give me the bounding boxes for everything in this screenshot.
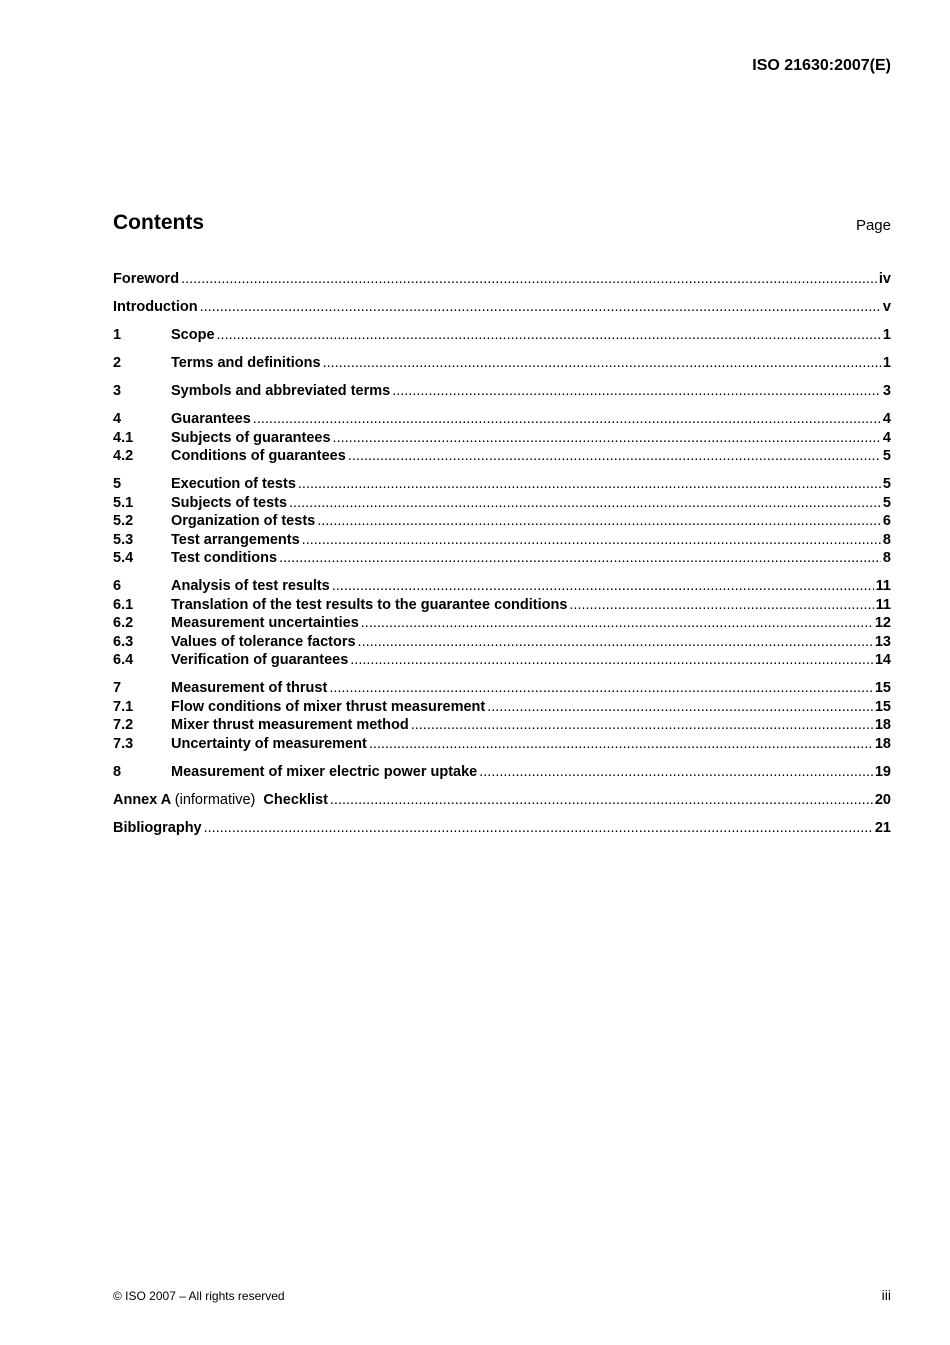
toc-entry-page: 12	[874, 615, 891, 631]
toc-entry[interactable]	[113, 410, 891, 429]
toc-entry[interactable]	[113, 651, 891, 670]
toc-entry-title-text: Flow conditions of mixer thrust measurement	[171, 698, 486, 715]
toc-group	[113, 270, 891, 289]
toc-entry-page: 8	[882, 550, 891, 566]
toc-entry[interactable]	[113, 763, 891, 782]
toc-entry-title	[171, 429, 331, 448]
toc-entry[interactable]	[113, 494, 891, 513]
toc-group	[113, 577, 891, 670]
toc-leader-dots	[298, 475, 881, 494]
toc-entry-title-text: Subjects of tests	[171, 494, 288, 511]
toc-leader-dots	[329, 679, 873, 698]
toc-group	[113, 819, 891, 838]
toc-group	[113, 791, 891, 810]
toc-entry-number: 6.3	[113, 633, 134, 650]
toc-entry-page: 20	[874, 791, 891, 808]
toc-entry-title	[171, 382, 390, 401]
toc-entry-page: 21	[874, 819, 891, 836]
toc-entry-number: 1	[113, 327, 122, 343]
toc-leader-dots	[279, 549, 881, 568]
toc-entry-title-text: Mixer thrust measurement method	[171, 717, 409, 733]
toc-entry-page: 3	[882, 383, 891, 399]
toc-leader-dots	[289, 494, 881, 513]
toc-group	[113, 382, 891, 401]
toc-entry-title	[171, 614, 359, 633]
toc-entry-number: 5	[113, 476, 122, 492]
toc-entry-title-text: Translation of the test results to the guarantee conditions	[171, 596, 568, 613]
toc-leader-dots	[200, 298, 881, 317]
toc-entry-number: 5.3	[113, 531, 134, 548]
page-number: iii	[881, 1287, 891, 1303]
toc-entry-title-text: Annex A	[113, 791, 171, 808]
toc-entry[interactable]	[113, 447, 891, 466]
toc-group	[113, 475, 891, 568]
toc-leader-dots	[333, 429, 881, 448]
toc-entry-number: 7.3	[113, 735, 134, 752]
toc-entry[interactable]	[113, 298, 891, 317]
toc-entry-title	[171, 596, 567, 615]
toc-entry-number: 5.2	[113, 513, 134, 529]
toc-entry[interactable]	[113, 577, 891, 596]
toc-entry-number: 7	[113, 680, 122, 696]
toc-entry-title-text: Uncertainty of measurement	[171, 735, 367, 752]
toc-leader-dots	[317, 512, 881, 531]
toc-entry[interactable]	[113, 791, 891, 810]
toc-entry-title-text: Bibliography	[113, 819, 202, 836]
toc-entry-page: 14	[874, 652, 891, 668]
toc-entry-title-text: Subjects of guarantees	[171, 429, 331, 446]
toc-entry-page: 18	[874, 735, 891, 752]
toc-entry-title-text: Scope	[171, 327, 215, 343]
toc-leader-dots	[181, 270, 877, 289]
toc-entry-number: 8	[113, 763, 122, 780]
toc-entry-number: 4.1	[113, 429, 134, 446]
toc-leader-dots	[369, 735, 873, 754]
toc-entry-number: 5.1	[113, 494, 134, 511]
toc-entry[interactable]	[113, 633, 891, 652]
toc-entry-number: 6.2	[113, 615, 134, 631]
toc-entry[interactable]	[113, 679, 891, 698]
toc-entry[interactable]	[113, 614, 891, 633]
toc-entry-title-text: Verification of guarantees	[171, 652, 349, 668]
toc-entry-number: 7.1	[113, 698, 134, 715]
toc-entry[interactable]	[113, 819, 891, 838]
toc-entry-page: 1	[882, 355, 891, 371]
toc-entry-page: 18	[874, 717, 891, 733]
toc-entry-title-text: Test arrangements	[171, 531, 300, 548]
toc-entry[interactable]	[113, 475, 891, 494]
copyright-notice: © ISO 2007 – All rights reserved	[113, 1289, 285, 1303]
toc-entry-title	[113, 819, 202, 838]
toc-entry-title	[171, 549, 277, 568]
toc-entry-title	[171, 410, 251, 429]
toc-entry-title	[171, 475, 296, 494]
toc-entry-title	[113, 298, 198, 317]
toc-entry-title	[171, 651, 348, 670]
contents-heading: Contents	[113, 211, 204, 234]
toc-entry-page: 5	[882, 494, 891, 511]
toc-entry-title	[113, 270, 179, 289]
toc-leader-dots	[217, 326, 881, 345]
toc-entry-title-text: Execution of tests	[171, 476, 296, 492]
toc-entry[interactable]	[113, 596, 891, 615]
toc-entry-page: 11	[875, 596, 891, 613]
toc-entry-title-text: Foreword	[113, 271, 180, 287]
toc-entry-page: 5	[882, 448, 891, 464]
toc-leader-dots	[348, 447, 881, 466]
toc-entry[interactable]	[113, 512, 891, 531]
toc-entry[interactable]	[113, 735, 891, 754]
toc-entry-page: v	[882, 299, 891, 315]
toc-entry-title	[171, 447, 346, 466]
toc-entry-title	[171, 735, 367, 754]
toc-entry-page: 1	[882, 327, 891, 343]
toc-entry-title	[171, 698, 485, 717]
toc-entry-title	[171, 716, 409, 735]
toc-entry-number: 4.2	[113, 448, 134, 464]
toc-group	[113, 298, 891, 317]
toc-entry-number: 7.2	[113, 717, 134, 733]
toc-entry[interactable]	[113, 382, 891, 401]
toc-entry[interactable]	[113, 354, 891, 373]
toc-entry-number: 6.4	[113, 652, 134, 668]
toc-entry-title	[171, 679, 327, 698]
toc-entry-title-text: Analysis of test results	[171, 578, 330, 594]
toc-entry-title-text: Conditions of guarantees	[171, 448, 346, 464]
toc-leader-dots	[569, 596, 873, 615]
toc-entry[interactable]	[113, 326, 891, 345]
toc-leader-dots	[361, 614, 873, 633]
toc-entry[interactable]	[113, 698, 891, 717]
toc-entry-page: 4	[882, 429, 891, 446]
toc-leader-dots	[392, 382, 881, 401]
toc-entry-title	[171, 512, 315, 531]
toc-entry[interactable]	[113, 270, 891, 289]
toc-entry-title-text: Symbols and abbreviated terms	[171, 383, 391, 399]
toc-leader-dots	[253, 410, 881, 429]
toc-entry-page: 4	[882, 411, 891, 427]
toc-entry-title-text: Organization of tests	[171, 513, 316, 529]
toc-entry-title	[171, 763, 477, 782]
table-of-contents	[113, 270, 891, 847]
toc-entry-title-text: Measurement uncertainties	[171, 615, 359, 631]
toc-entry-page: 13	[874, 633, 891, 650]
toc-group	[113, 763, 891, 782]
toc-entry-title-text: Values of tolerance factors	[171, 633, 356, 650]
toc-entry-title	[171, 531, 300, 550]
toc-entry-title	[171, 326, 215, 345]
toc-entry-title-text: Measurement of thrust	[171, 680, 328, 696]
toc-group	[113, 354, 891, 373]
toc-entry-title-text: Measurement of mixer electric power uptake	[171, 763, 478, 780]
toc-entry-page: 19	[874, 763, 891, 780]
toc-entry-title	[171, 577, 330, 596]
toc-leader-dots	[487, 698, 873, 717]
toc-entry-title	[171, 494, 287, 513]
toc-leader-dots	[323, 354, 881, 373]
toc-annex-note: (informative)	[174, 791, 256, 808]
toc-entry-number: 5.4	[113, 550, 134, 566]
toc-leader-dots	[479, 763, 873, 782]
toc-group	[113, 679, 891, 753]
toc-entry-number: 2	[113, 355, 122, 371]
toc-entry-title	[171, 633, 356, 652]
toc-entry-page: iv	[878, 271, 891, 287]
toc-entry-title	[113, 791, 328, 810]
toc-leader-dots	[350, 651, 873, 670]
toc-entry-title	[171, 354, 321, 373]
toc-entry[interactable]	[113, 531, 891, 550]
toc-entry-page: 11	[875, 578, 891, 594]
toc-group	[113, 410, 891, 466]
toc-entry-number: 3	[113, 383, 122, 399]
toc-entry[interactable]	[113, 429, 891, 448]
toc-entry-title-text: Introduction	[113, 299, 198, 315]
document-id: ISO 21630:2007(E)	[752, 57, 891, 74]
toc-leader-dots	[332, 577, 874, 596]
toc-leader-dots	[204, 819, 873, 838]
toc-leader-dots	[411, 716, 873, 735]
toc-entry-title-text: Test conditions	[171, 550, 278, 566]
toc-entry-number: 4	[113, 411, 122, 427]
page-column-label: Page	[855, 217, 891, 234]
toc-entry-title-text: Terms and definitions	[171, 355, 321, 371]
toc-entry[interactable]	[113, 549, 891, 568]
toc-entry-page: 15	[874, 680, 891, 696]
toc-entry-page: 5	[882, 476, 891, 492]
toc-entry-number: 6	[113, 578, 122, 594]
toc-group	[113, 326, 891, 345]
toc-leader-dots	[330, 791, 873, 810]
toc-entry-title-text: Guarantees	[171, 411, 251, 427]
toc-leader-dots	[358, 633, 873, 652]
toc-entry[interactable]	[113, 716, 891, 735]
toc-entry-page: 6	[882, 513, 891, 529]
toc-annex-title: Checklist	[263, 791, 328, 808]
toc-entry-page: 15	[874, 698, 891, 715]
toc-entry-number: 6.1	[113, 596, 134, 613]
toc-entry-page: 8	[882, 531, 891, 548]
toc-leader-dots	[302, 531, 881, 550]
